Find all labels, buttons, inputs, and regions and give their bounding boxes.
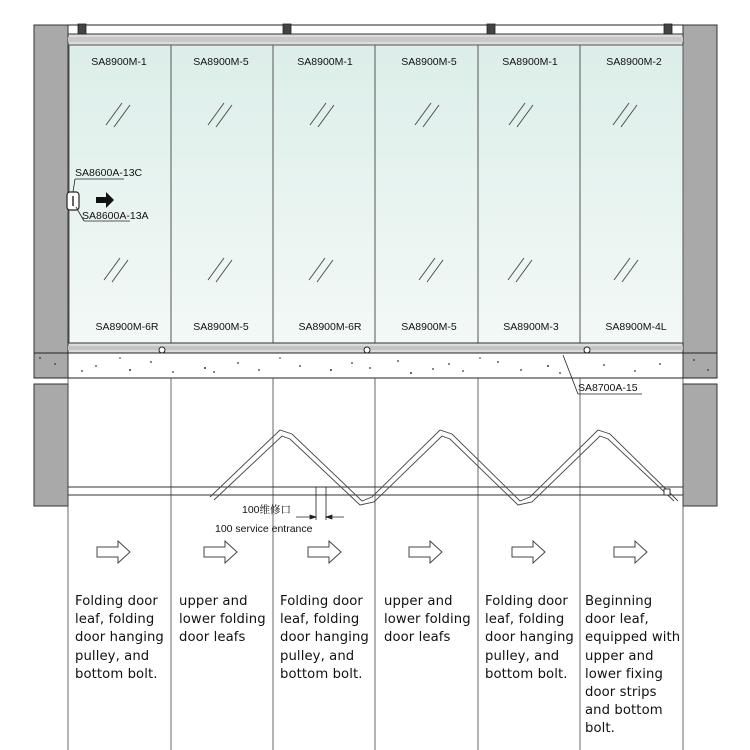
description-line: and bottom — [585, 703, 663, 719]
description-line: bolt. — [585, 721, 615, 737]
door-handle — [67, 192, 79, 210]
arrow-right-icon — [614, 541, 647, 563]
panel-label-top: SA8900M-1 — [91, 56, 147, 68]
description-line: bottom bolt. — [280, 666, 363, 682]
description-line: pulley, and — [485, 648, 560, 664]
description-line: lower fixing — [585, 666, 663, 682]
description-line: door hanging — [485, 630, 574, 646]
description-line: pulley, and — [75, 648, 150, 664]
description-line: door hanging — [280, 630, 369, 646]
panel-label-top: SA8900M-1 — [297, 56, 353, 68]
description-line: door leafs — [179, 630, 246, 646]
description-line: Folding door — [280, 594, 363, 609]
handle-label: SA8600A-13A — [82, 210, 149, 222]
description-column — [280, 593, 369, 684]
panel-label-bottom: SA8900M-6R — [298, 321, 362, 333]
description-line: bottom bolt. — [485, 666, 568, 682]
panel-label-top: SA8900M-5 — [401, 56, 457, 68]
description-line: upper and — [179, 594, 248, 609]
description-line: Folding door — [75, 594, 158, 609]
panel-label-bottom: SA8900M-3 — [503, 321, 559, 333]
service-entrance-label-en: 100 service entrance — [215, 523, 313, 535]
right-wall — [683, 25, 717, 378]
panel-label-top: SA8900M-2 — [606, 56, 662, 68]
fold-direction-arrows — [97, 541, 647, 563]
description-line: lower folding — [384, 612, 471, 628]
description-column — [585, 593, 680, 739]
description-line: door hanging — [75, 630, 164, 646]
description-line: leaf, folding — [75, 612, 155, 628]
service-entrance-label-cn: 100维修口 — [242, 504, 292, 516]
left-wall — [34, 25, 68, 378]
door-panels — [69, 45, 683, 343]
description-column — [384, 593, 471, 648]
folded-panels-plan — [210, 430, 678, 505]
leader-line — [563, 355, 578, 394]
panel-label-bottom: SA8900M-5 — [193, 321, 249, 333]
description-column — [485, 593, 574, 684]
left-wall-plan — [34, 384, 68, 506]
panel-label-bottom: SA8900M-6R — [95, 321, 159, 333]
arrow-right-icon — [409, 541, 442, 563]
description-line: leaf, folding — [485, 612, 565, 628]
description-line: upper and — [384, 594, 453, 609]
description-line: Beginning — [585, 594, 653, 609]
description-line: door leaf, — [585, 612, 649, 628]
description-line: equipped with — [585, 630, 681, 646]
arrow-right-icon — [308, 541, 341, 563]
description-line: leaf, folding — [280, 612, 360, 628]
description-line: pulley, and — [280, 648, 355, 664]
panel-label-top: SA8900M-1 — [502, 56, 558, 68]
arrow-right-icon — [97, 541, 130, 563]
description-line: lower folding — [179, 612, 266, 628]
floor-track-label: SA8700A-15 — [578, 382, 638, 394]
description-line: bottom bolt. — [75, 666, 158, 682]
description-line: upper and — [585, 648, 654, 664]
panel-label-top: SA8900M-5 — [193, 56, 249, 68]
top-track — [68, 25, 683, 45]
floor-section — [34, 353, 717, 378]
handle-label: SA8600A-13C — [75, 167, 143, 179]
description-line: door leafs — [384, 630, 451, 646]
panel-label-bottom: SA8900M-5 — [401, 321, 457, 333]
description-line: door strips — [585, 685, 657, 701]
right-wall-plan — [683, 384, 717, 506]
service-entrance-dimension — [296, 487, 344, 520]
arrow-right-icon — [204, 541, 237, 563]
description-column — [179, 593, 266, 648]
description-line: Folding door — [485, 594, 568, 609]
panel-label-bottom: SA8900M-4L — [605, 321, 667, 333]
arrow-right-icon — [512, 541, 545, 563]
description-column — [75, 593, 164, 684]
